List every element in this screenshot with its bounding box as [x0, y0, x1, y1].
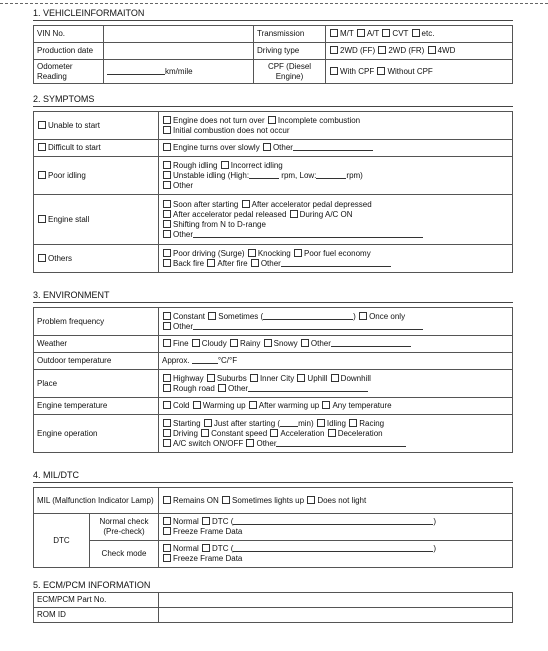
normal-check-options: Normal DTC ( ) Freeze Frame Data	[159, 514, 513, 541]
driving-type-label: Driving type	[254, 43, 326, 60]
engine-temperature-options: Cold Warming up After warming up Any temperature	[159, 398, 513, 415]
normal-check-label: Normal check (Pre-check)	[90, 514, 159, 541]
checkbox[interactable]	[163, 322, 171, 330]
environment-table	[33, 307, 513, 453]
checkbox[interactable]	[163, 544, 171, 552]
checkbox[interactable]	[163, 230, 171, 238]
check-mode-options: Normal DTC ( ) Freeze Frame Data	[159, 541, 513, 568]
section-title: 4. MIL/DTC	[33, 468, 513, 483]
poor-idling-options: Rough idling Incorrect idling Unstable idling (High: rpm, Low: rpm) Other	[159, 157, 513, 195]
checkbox[interactable]	[221, 161, 229, 169]
checkbox[interactable]	[163, 116, 171, 124]
checkbox[interactable]	[330, 29, 338, 37]
checkbox[interactable]	[328, 429, 336, 437]
odometer-field[interactable]: km/mile	[104, 60, 254, 84]
mil-options: Remains ON Sometimes lights up Does not light	[159, 488, 513, 514]
section-vehicle-information	[33, 6, 513, 84]
checkbox[interactable]	[251, 259, 259, 267]
checkbox[interactable]	[330, 46, 338, 54]
weather-options: Fine Cloudy Rainy Snowy Other	[159, 336, 513, 353]
others-cell: Others	[34, 245, 159, 273]
checkbox[interactable]	[294, 249, 302, 257]
checkbox[interactable]	[290, 210, 298, 218]
checkbox[interactable]	[163, 126, 171, 134]
checkbox[interactable]	[331, 374, 339, 382]
checkbox[interactable]	[38, 121, 46, 129]
difficult-to-start-cell: Difficult to start	[34, 140, 159, 157]
dtc-label: DTC	[34, 514, 90, 568]
checkbox[interactable]	[204, 419, 212, 427]
checkbox[interactable]	[349, 419, 357, 427]
problem-frequency-label: Problem frequency	[34, 308, 159, 336]
mil-dtc-table	[33, 487, 513, 568]
rom-id-label: ROM ID	[34, 608, 159, 623]
checkbox[interactable]	[250, 374, 258, 382]
driving-type-options: 2WD (FF) 2WD (FR) 4WD	[326, 43, 513, 60]
checkbox[interactable]	[330, 67, 338, 75]
checkbox[interactable]	[208, 312, 216, 320]
checkbox[interactable]	[248, 249, 256, 257]
checkbox[interactable]	[307, 496, 315, 504]
difficult-to-start-options: Engine turns over slowly Other	[159, 140, 513, 157]
top-dashed-rule	[0, 3, 548, 4]
poor-idling-cell: Poor idling	[34, 157, 159, 195]
checkbox[interactable]	[412, 29, 420, 37]
section-title: 2. SYMPTOMS	[33, 92, 513, 107]
checkbox[interactable]	[201, 429, 209, 437]
checkbox[interactable]	[163, 200, 171, 208]
checkbox[interactable]	[163, 401, 171, 409]
transmission-label: Transmission	[254, 26, 326, 43]
cpf-options: With CPF Without CPF	[326, 60, 513, 84]
section-symptoms	[33, 92, 513, 273]
checkbox[interactable]	[193, 401, 201, 409]
production-date-label: Production date	[34, 43, 104, 60]
checkbox[interactable]	[163, 419, 171, 427]
transmission-options: M/T A/T CVT etc.	[326, 26, 513, 43]
problem-frequency-options: Constant Sometimes ( ) Once only Other	[159, 308, 513, 336]
checkbox[interactable]	[163, 554, 171, 562]
checkbox[interactable]	[163, 210, 171, 218]
section-title: 3. ENVIRONMENT	[33, 288, 513, 303]
checkbox[interactable]	[163, 171, 171, 179]
checkbox[interactable]	[38, 143, 46, 151]
symptoms-table	[33, 111, 513, 273]
checkbox[interactable]	[192, 339, 200, 347]
checkbox[interactable]	[163, 249, 171, 257]
checkbox[interactable]	[163, 517, 171, 525]
checkbox[interactable]	[249, 401, 257, 409]
checkbox[interactable]	[246, 439, 254, 447]
ecm-table	[33, 592, 513, 623]
others-options: Poor driving (Surge) Knocking Poor fuel economy Back fire After fire Other	[159, 245, 513, 273]
outdoor-temperature-field[interactable]: Approx. °C/°F	[159, 353, 513, 370]
checkbox[interactable]	[382, 29, 390, 37]
engine-stall-options: Soon after starting After accelerator pedal depressed After accelerator pedal released During A/C ON Shifting from N to D-range Other	[159, 195, 513, 245]
checkbox[interactable]	[218, 384, 226, 392]
engine-stall-cell: Engine stall	[34, 195, 159, 245]
checkbox[interactable]	[202, 517, 210, 525]
ecm-part-field[interactable]	[159, 593, 513, 608]
checkbox[interactable]	[163, 339, 171, 347]
checkbox[interactable]	[263, 143, 271, 151]
vehicle-info-table	[33, 25, 513, 84]
section-title: 1. VEHICLEINFORMAITON	[33, 6, 513, 21]
checkbox[interactable]	[163, 181, 171, 189]
mil-label: MIL (Malfunction Indicator Lamp)	[34, 488, 159, 514]
checkbox[interactable]	[163, 429, 171, 437]
cpf-label: CPF (Diesel Engine)	[254, 60, 326, 84]
unable-to-start-options: Engine does not turn over Incomplete combustion Initial combustion does not occur	[159, 112, 513, 140]
rom-id-field[interactable]	[159, 608, 513, 623]
checkbox[interactable]	[163, 496, 171, 504]
checkbox[interactable]	[202, 544, 210, 552]
checkbox[interactable]	[163, 439, 171, 447]
checkbox[interactable]	[163, 259, 171, 267]
vin-label: VIN No.	[34, 26, 104, 43]
engine-operation-label: Engine operation	[34, 415, 159, 453]
check-mode-label: Check mode	[90, 541, 159, 568]
checkbox[interactable]	[38, 215, 46, 223]
checkbox[interactable]	[428, 46, 436, 54]
checkbox[interactable]	[163, 312, 171, 320]
odometer-label: Odometer Reading	[34, 60, 104, 84]
place-label: Place	[34, 370, 159, 398]
checkbox[interactable]	[207, 259, 215, 267]
checkbox[interactable]	[297, 374, 305, 382]
checkbox[interactable]	[38, 254, 46, 262]
weather-label: Weather	[34, 336, 159, 353]
checkbox[interactable]	[163, 384, 171, 392]
section-title: 5. ECM/PCM INFORMATION	[33, 580, 151, 590]
section-ecm-pcm	[33, 578, 513, 623]
checkbox[interactable]	[163, 374, 171, 382]
section-mil-dtc	[33, 468, 513, 568]
checkbox[interactable]	[377, 67, 385, 75]
checkbox[interactable]	[357, 29, 365, 37]
checkbox[interactable]	[317, 419, 325, 427]
ecm-part-label: ECM/PCM Part No.	[34, 593, 159, 608]
checkbox[interactable]	[268, 116, 276, 124]
outdoor-temperature-label: Outdoor temperature	[34, 353, 159, 370]
section-environment	[33, 288, 513, 453]
checkbox[interactable]	[301, 339, 309, 347]
production-date-field[interactable]	[104, 43, 254, 60]
checkbox[interactable]	[163, 220, 171, 228]
checkbox[interactable]	[264, 339, 272, 347]
checkbox[interactable]	[207, 374, 215, 382]
checkbox[interactable]	[230, 339, 238, 347]
checkbox[interactable]	[270, 429, 278, 437]
checkbox[interactable]	[38, 171, 46, 179]
checkbox[interactable]	[242, 200, 250, 208]
checkbox[interactable]	[378, 46, 386, 54]
engine-operation-options: Starting Just after starting ( min) Idling Racing Driving Constant speed Acceleration Deceleration A/C switch ON/OFF Other	[159, 415, 513, 453]
vin-field[interactable]	[104, 26, 254, 43]
checkbox[interactable]	[222, 496, 230, 504]
checkbox[interactable]	[163, 161, 171, 169]
checkbox[interactable]	[163, 143, 171, 151]
checkbox[interactable]	[163, 527, 171, 535]
checkbox[interactable]	[359, 312, 367, 320]
checkbox[interactable]	[322, 401, 330, 409]
unable-to-start-cell: Unable to start	[34, 112, 159, 140]
place-options: Highway Suburbs Inner City Uphill Downhill Rough road Other	[159, 370, 513, 398]
engine-temperature-label: Engine temperature	[34, 398, 159, 415]
